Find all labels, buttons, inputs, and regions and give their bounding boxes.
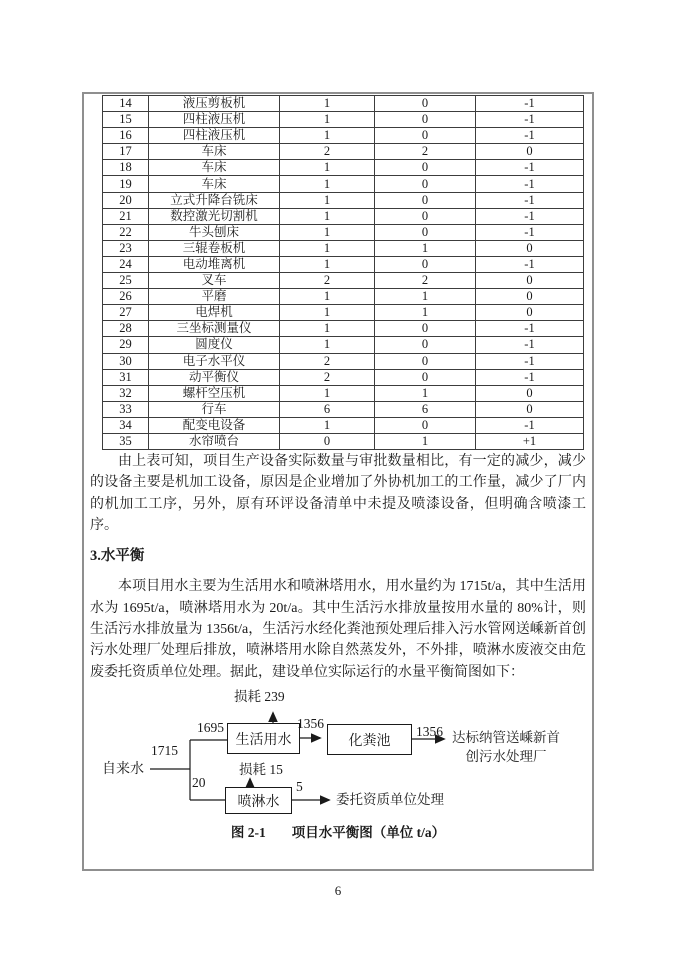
table-cell: 0 — [375, 112, 476, 128]
table-cell: 28 — [103, 321, 149, 337]
table-cell: 1 — [280, 385, 375, 401]
table-cell: 0 — [476, 144, 584, 160]
table-cell: 0 — [375, 192, 476, 208]
page-number: 6 — [334, 883, 342, 898]
septic-destination-line2: 创污水处理厂 — [465, 749, 547, 764]
table-row — [103, 224, 584, 240]
table-row — [103, 240, 584, 256]
flow-total-label: 1715 — [151, 743, 178, 758]
table-cell: -1 — [476, 369, 584, 385]
table-cell: 0 — [375, 256, 476, 272]
table-cell: 四柱液压机 — [149, 128, 280, 144]
table-cell: 33 — [103, 401, 149, 417]
table-cell: 1 — [280, 289, 375, 305]
table-cell: 0 — [476, 385, 584, 401]
table-cell: 1 — [280, 208, 375, 224]
table-row — [103, 112, 584, 128]
table-cell: 1 — [375, 240, 476, 256]
table-cell: 30 — [103, 353, 149, 369]
table-cell: 0 — [375, 353, 476, 369]
table-row — [103, 417, 584, 433]
table-cell: 18 — [103, 160, 149, 176]
table-cell: 1 — [280, 256, 375, 272]
flow-life-in-label: 1695 — [197, 720, 224, 735]
text-block — [90, 451, 586, 683]
paragraph-summary: 由上表可知，项目生产设备实际数量与审批数量相比，有一定的减少，减少的设备主要是机加工设备，原因是企业增加了外协机加工的工作量，减少了厂内的机加工工序，另外，原有环评设备清单中未提及喷漆设备，但明确含喷漆工序。 — [90, 454, 586, 533]
table-cell: 35 — [103, 433, 149, 449]
table-cell: 19 — [103, 176, 149, 192]
table-row — [103, 305, 584, 321]
table-row — [103, 337, 584, 353]
table-cell: 0 — [375, 224, 476, 240]
table-cell: 数控激光切割机 — [149, 208, 280, 224]
spray-water-box: 喷淋水 — [225, 787, 292, 814]
table-cell: -1 — [476, 96, 584, 112]
table-cell: 22 — [103, 224, 149, 240]
table-cell: 牛头刨床 — [149, 224, 280, 240]
table-cell: 1 — [375, 305, 476, 321]
section-heading-water-balance: 3.水平衡 — [90, 548, 145, 565]
table-cell: 0 — [375, 321, 476, 337]
table-row — [103, 160, 584, 176]
table-row — [103, 273, 584, 289]
table-cell: 34 — [103, 417, 149, 433]
content-frame — [82, 92, 594, 871]
flow-spray-in-label: 20 — [192, 775, 206, 790]
life-water-box: 生活用水 — [227, 723, 300, 754]
table-cell: 1 — [280, 240, 375, 256]
table-cell: 车床 — [149, 160, 280, 176]
table-cell: 15 — [103, 112, 149, 128]
table-cell: 1 — [280, 192, 375, 208]
table-cell: 21 — [103, 208, 149, 224]
table-cell: 20 — [103, 192, 149, 208]
table-cell: 2 — [375, 144, 476, 160]
table-cell: 1 — [375, 289, 476, 305]
table-cell: 6 — [375, 401, 476, 417]
table-cell: -1 — [476, 256, 584, 272]
table-cell: 23 — [103, 240, 149, 256]
septic-destination-line1: 达标纳管送嵊新首 — [452, 730, 560, 745]
table-row — [103, 369, 584, 385]
table-cell: 1 — [280, 176, 375, 192]
table-cell: 水帘喷台 — [149, 433, 280, 449]
table-cell: 2 — [280, 369, 375, 385]
figure-caption-title: 项目水平衡图（单位 t/a） — [291, 825, 446, 840]
table-cell: 1 — [280, 96, 375, 112]
septic-tank-box: 化粪池 — [327, 724, 412, 755]
spray-loss-label: 损耗 15 — [239, 762, 283, 777]
table-cell: 2 — [280, 144, 375, 160]
table-cell: 0 — [476, 305, 584, 321]
table-cell: 0 — [375, 417, 476, 433]
table-row — [103, 321, 584, 337]
table-cell: 叉车 — [149, 273, 280, 289]
table-cell: 0 — [476, 401, 584, 417]
table-cell: 26 — [103, 289, 149, 305]
table-cell: 0 — [375, 176, 476, 192]
table-cell: 0 — [375, 369, 476, 385]
table-cell: 1 — [280, 417, 375, 433]
table-cell: 平磨 — [149, 289, 280, 305]
paragraph-water-use: 本项目用水主要为生活用水和喷淋塔用水，用水量约为 1715t/a，其中生活用水为 1695t/a，喷淋塔用水为 20t/a。其中生活污水排放量按用水量的 80%计，则生活污水排放量为 1356t/a，生活污水经化粪池预处理后排入污水管网送嵊新首创污水处理厂处理后排放，喷淋塔用水除自然蒸发外，不外排，喷淋水废液交由危废委托资质单位处理。据此，建设单位实际运行的水量平衡简图如下： — [90, 579, 586, 680]
table-cell: 0 — [375, 337, 476, 353]
table-cell: 1 — [280, 321, 375, 337]
table-cell: 2 — [375, 273, 476, 289]
table-row — [103, 385, 584, 401]
table-cell: 四柱液压机 — [149, 112, 280, 128]
flow-life-out-label: 1356 — [297, 716, 324, 731]
table-cell: 16 — [103, 128, 149, 144]
table-cell: 2 — [280, 353, 375, 369]
table-row — [103, 144, 584, 160]
spray-destination-text: 委托资质单位处理 — [336, 792, 444, 807]
table-cell: 32 — [103, 385, 149, 401]
table-cell: 三坐标测量仪 — [149, 321, 280, 337]
table-cell: 29 — [103, 337, 149, 353]
table-cell: 1 — [280, 128, 375, 144]
table-cell: 0 — [476, 273, 584, 289]
table-cell: -1 — [476, 337, 584, 353]
table-row — [103, 208, 584, 224]
table-cell: 配变电设备 — [149, 417, 280, 433]
water-balance-diagram — [84, 688, 592, 846]
table-cell: -1 — [476, 160, 584, 176]
table-cell: 25 — [103, 273, 149, 289]
table-cell: 1 — [280, 305, 375, 321]
table-cell: 0 — [375, 96, 476, 112]
table-row — [103, 433, 584, 449]
table-cell: 车床 — [149, 144, 280, 160]
table-cell: 0 — [375, 160, 476, 176]
table-cell: -1 — [476, 112, 584, 128]
table-row — [103, 128, 584, 144]
table-cell: 0 — [476, 240, 584, 256]
table-row — [103, 96, 584, 112]
equipment-table — [102, 95, 584, 450]
table-cell: 电动堆离机 — [149, 256, 280, 272]
table-cell: 液压剪板机 — [149, 96, 280, 112]
table-cell: 三辊卷板机 — [149, 240, 280, 256]
table-cell: -1 — [476, 321, 584, 337]
table-row — [103, 353, 584, 369]
life-loss-label: 损耗 239 — [234, 689, 285, 704]
table-cell: 27 — [103, 305, 149, 321]
table-cell: 1 — [280, 224, 375, 240]
table-cell: 0 — [375, 208, 476, 224]
table-cell: 行车 — [149, 401, 280, 417]
table-row — [103, 256, 584, 272]
flow-septic-out-label: 1356 — [416, 724, 443, 739]
source-label: 自来水 — [102, 762, 144, 777]
septic-destination-text — [450, 728, 562, 766]
figure-caption-number: 图 2-1 — [230, 825, 266, 840]
table-row — [103, 192, 584, 208]
table-cell: 2 — [280, 273, 375, 289]
table-cell: 1 — [280, 337, 375, 353]
table-cell: -1 — [476, 224, 584, 240]
table-cell: 24 — [103, 256, 149, 272]
table-cell: 0 — [375, 128, 476, 144]
table-row — [103, 289, 584, 305]
table-cell: 31 — [103, 369, 149, 385]
table-cell: 1 — [280, 160, 375, 176]
table-cell: 立式升降台铣床 — [149, 192, 280, 208]
table-cell: 1 — [375, 385, 476, 401]
table-row — [103, 176, 584, 192]
table-cell: 17 — [103, 144, 149, 160]
table-cell: 动平衡仪 — [149, 369, 280, 385]
table-cell: 圆度仪 — [149, 337, 280, 353]
table-cell: -1 — [476, 353, 584, 369]
table-cell: -1 — [476, 128, 584, 144]
table-cell: +1 — [476, 433, 584, 449]
table-row — [103, 401, 584, 417]
table-cell: 车床 — [149, 176, 280, 192]
table-cell: 1 — [280, 112, 375, 128]
table-cell: 电焊机 — [149, 305, 280, 321]
table-cell: 14 — [103, 96, 149, 112]
table-cell: 1 — [375, 433, 476, 449]
flow-spray-out-label: 5 — [296, 779, 303, 794]
table-cell: 电子水平仪 — [149, 353, 280, 369]
table-cell: 螺杆空压机 — [149, 385, 280, 401]
equipment-table-body — [103, 96, 584, 450]
table-cell: 6 — [280, 401, 375, 417]
table-cell: 0 — [280, 433, 375, 449]
table-cell: 0 — [476, 289, 584, 305]
table-cell: -1 — [476, 417, 584, 433]
figure-caption — [84, 821, 592, 841]
table-cell: -1 — [476, 176, 584, 192]
table-cell: -1 — [476, 192, 584, 208]
table-cell: -1 — [476, 208, 584, 224]
